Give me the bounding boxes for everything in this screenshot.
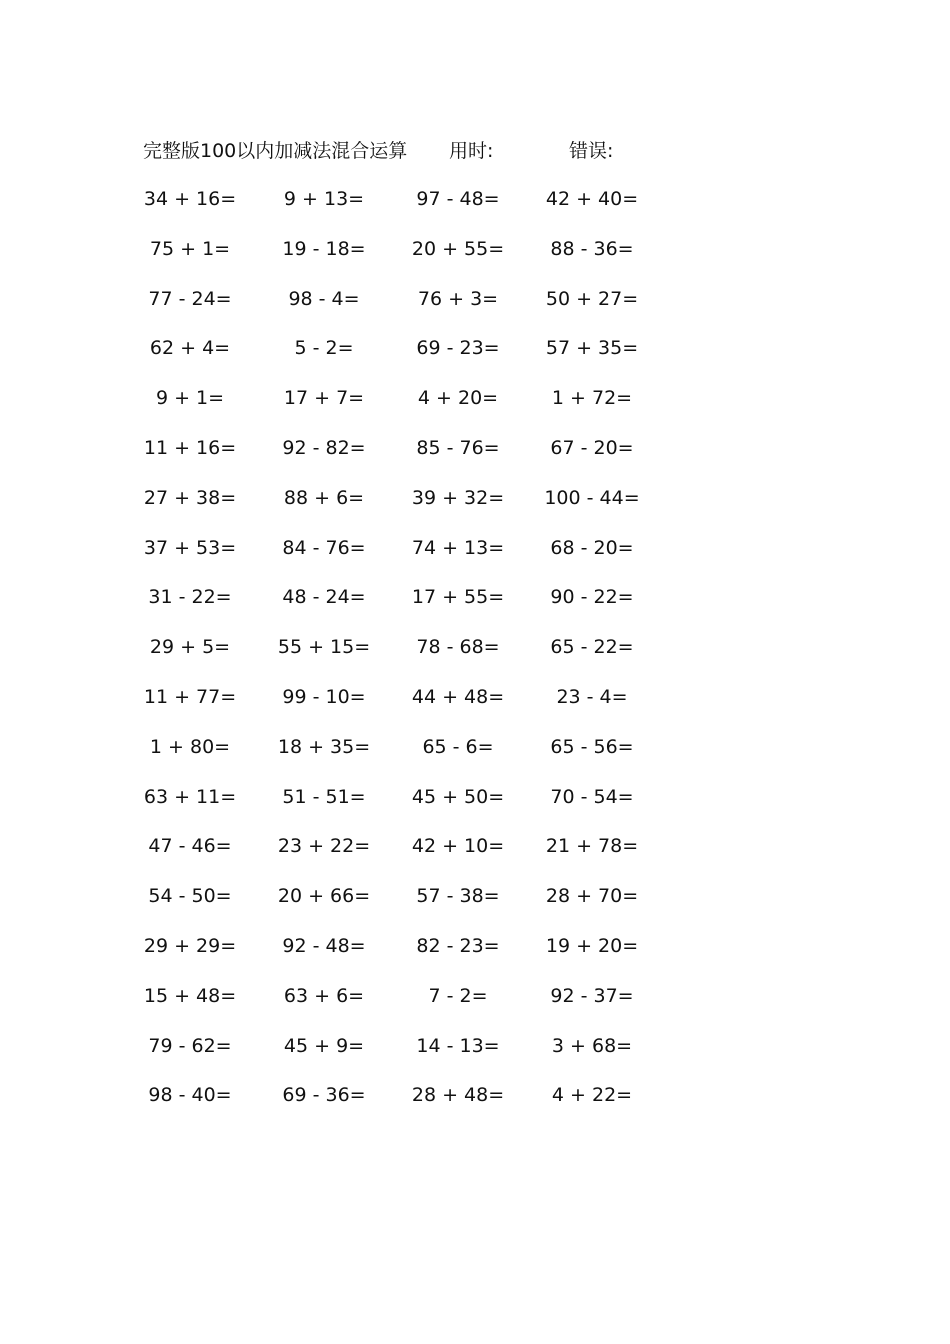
- arithmetic-problem: 77 - 24=: [148, 287, 232, 310]
- arithmetic-problem: 20 + 55=: [411, 237, 505, 260]
- arithmetic-problem: 67 - 20=: [550, 436, 634, 459]
- arithmetic-problem: 92 - 37=: [550, 984, 634, 1007]
- arithmetic-problem: 37 + 53=: [143, 536, 237, 559]
- arithmetic-problem: 20 + 66=: [277, 885, 371, 908]
- errors-label: 错误:: [569, 140, 614, 162]
- arithmetic-problem: 42 + 40=: [545, 188, 639, 210]
- arithmetic-problem: 62 + 4=: [149, 337, 231, 360]
- arithmetic-problem: 100 - 44=: [544, 486, 640, 509]
- problem-row: [0, 1033, 950, 1083]
- arithmetic-problem: 57 - 38=: [416, 885, 500, 908]
- arithmetic-problem: 57 + 35=: [545, 337, 639, 360]
- arithmetic-problem: 63 + 6=: [283, 984, 365, 1007]
- arithmetic-problem: 9 + 1=: [155, 387, 225, 410]
- arithmetic-problem: 82 - 23=: [416, 934, 500, 957]
- arithmetic-problem: 65 - 56=: [550, 735, 634, 758]
- arithmetic-problem: 65 - 22=: [550, 636, 634, 659]
- arithmetic-problem: 14 - 13=: [416, 1034, 500, 1057]
- arithmetic-problem: 27 + 38=: [143, 486, 237, 509]
- arithmetic-problem: 85 - 76=: [416, 436, 500, 459]
- arithmetic-problem: 74 + 13=: [411, 536, 505, 559]
- problem-row: [0, 286, 950, 336]
- arithmetic-problem: 3 + 68=: [551, 1034, 633, 1057]
- problem-row: [0, 186, 950, 236]
- problem-row: [0, 933, 950, 983]
- arithmetic-problem: 88 + 6=: [283, 486, 365, 509]
- worksheet-title: 完整版100以内加减法混合运算: [143, 140, 408, 162]
- arithmetic-problem: 45 + 50=: [411, 785, 505, 808]
- arithmetic-problem: 4 + 22=: [551, 1084, 633, 1107]
- arithmetic-problem: 17 + 55=: [411, 586, 505, 609]
- arithmetic-problem: 78 - 68=: [416, 636, 500, 659]
- arithmetic-problem: 18 + 35=: [277, 735, 371, 758]
- arithmetic-problem: 42 + 10=: [411, 835, 505, 858]
- arithmetic-problem: 92 - 82=: [282, 436, 366, 459]
- arithmetic-problem: 70 - 54=: [550, 785, 634, 808]
- arithmetic-problem: 90 - 22=: [550, 586, 634, 609]
- arithmetic-problem: 19 + 20=: [545, 934, 639, 957]
- arithmetic-problem: 21 + 78=: [545, 835, 639, 858]
- problem-row: [0, 684, 950, 734]
- arithmetic-problem: 69 - 36=: [282, 1084, 366, 1107]
- arithmetic-problem: 69 - 23=: [416, 337, 500, 360]
- problem-row: [0, 335, 950, 385]
- arithmetic-problem: 31 - 22=: [148, 586, 232, 609]
- problem-row: [0, 983, 950, 1033]
- arithmetic-problem: 51 - 51=: [282, 785, 366, 808]
- problem-row: [0, 634, 950, 684]
- arithmetic-problem: 28 + 48=: [411, 1084, 505, 1107]
- problem-row: [0, 584, 950, 634]
- arithmetic-problem: 45 + 9=: [283, 1034, 365, 1057]
- arithmetic-problem: 54 - 50=: [148, 885, 232, 908]
- arithmetic-problem: 1 + 80=: [149, 735, 231, 758]
- arithmetic-problem: 92 - 48=: [282, 934, 366, 957]
- arithmetic-problem: 28 + 70=: [545, 885, 639, 908]
- arithmetic-problem: 34 + 16=: [143, 188, 237, 210]
- arithmetic-problem: 11 + 77=: [143, 685, 237, 708]
- arithmetic-problem: 48 - 24=: [282, 586, 366, 609]
- arithmetic-problem: 23 - 4=: [556, 685, 628, 708]
- arithmetic-problem: 97 - 48=: [416, 188, 500, 210]
- arithmetic-problem: 75 + 1=: [149, 237, 231, 260]
- arithmetic-problem: 47 - 46=: [148, 835, 232, 858]
- arithmetic-problem: 39 + 32=: [411, 486, 505, 509]
- arithmetic-problem: 9 + 13=: [283, 188, 365, 210]
- problem-row: [0, 385, 950, 435]
- problem-row: [0, 435, 950, 485]
- arithmetic-problem: 79 - 62=: [148, 1034, 232, 1057]
- problem-row: [0, 485, 950, 535]
- arithmetic-problem: 29 + 5=: [149, 636, 231, 659]
- arithmetic-problem: 23 + 22=: [277, 835, 371, 858]
- arithmetic-problem: 88 - 36=: [550, 237, 634, 260]
- arithmetic-problem: 19 - 18=: [282, 237, 366, 260]
- arithmetic-problem: 7 - 2=: [428, 984, 488, 1007]
- arithmetic-problem: 1 + 72=: [551, 387, 633, 410]
- arithmetic-problem: 63 + 11=: [143, 785, 237, 808]
- arithmetic-problem: 65 - 6=: [422, 735, 494, 758]
- problem-row: [0, 236, 950, 286]
- problem-grid: [0, 186, 950, 1132]
- arithmetic-problem: 17 + 7=: [283, 387, 365, 410]
- problem-row: [0, 833, 950, 883]
- arithmetic-problem: 4 + 20=: [417, 387, 499, 410]
- arithmetic-problem: 76 + 3=: [417, 287, 499, 310]
- arithmetic-problem: 55 + 15=: [277, 636, 371, 659]
- arithmetic-problem: 5 - 2=: [294, 337, 354, 360]
- arithmetic-problem: 98 - 40=: [148, 1084, 232, 1107]
- arithmetic-problem: 99 - 10=: [282, 685, 366, 708]
- problem-row: [0, 1082, 950, 1132]
- problem-row: [0, 883, 950, 933]
- arithmetic-problem: 98 - 4=: [288, 287, 360, 310]
- problem-row: [0, 535, 950, 585]
- arithmetic-problem: 15 + 48=: [143, 984, 237, 1007]
- arithmetic-problem: 68 - 20=: [550, 536, 634, 559]
- arithmetic-problem: 44 + 48=: [411, 685, 505, 708]
- arithmetic-problem: 11 + 16=: [143, 436, 237, 459]
- arithmetic-problem: 50 + 27=: [545, 287, 639, 310]
- arithmetic-problem: 29 + 29=: [143, 934, 237, 957]
- problem-row: [0, 784, 950, 834]
- time-label: 用时:: [449, 140, 494, 162]
- arithmetic-problem: 84 - 76=: [282, 536, 366, 559]
- problem-row: [0, 734, 950, 784]
